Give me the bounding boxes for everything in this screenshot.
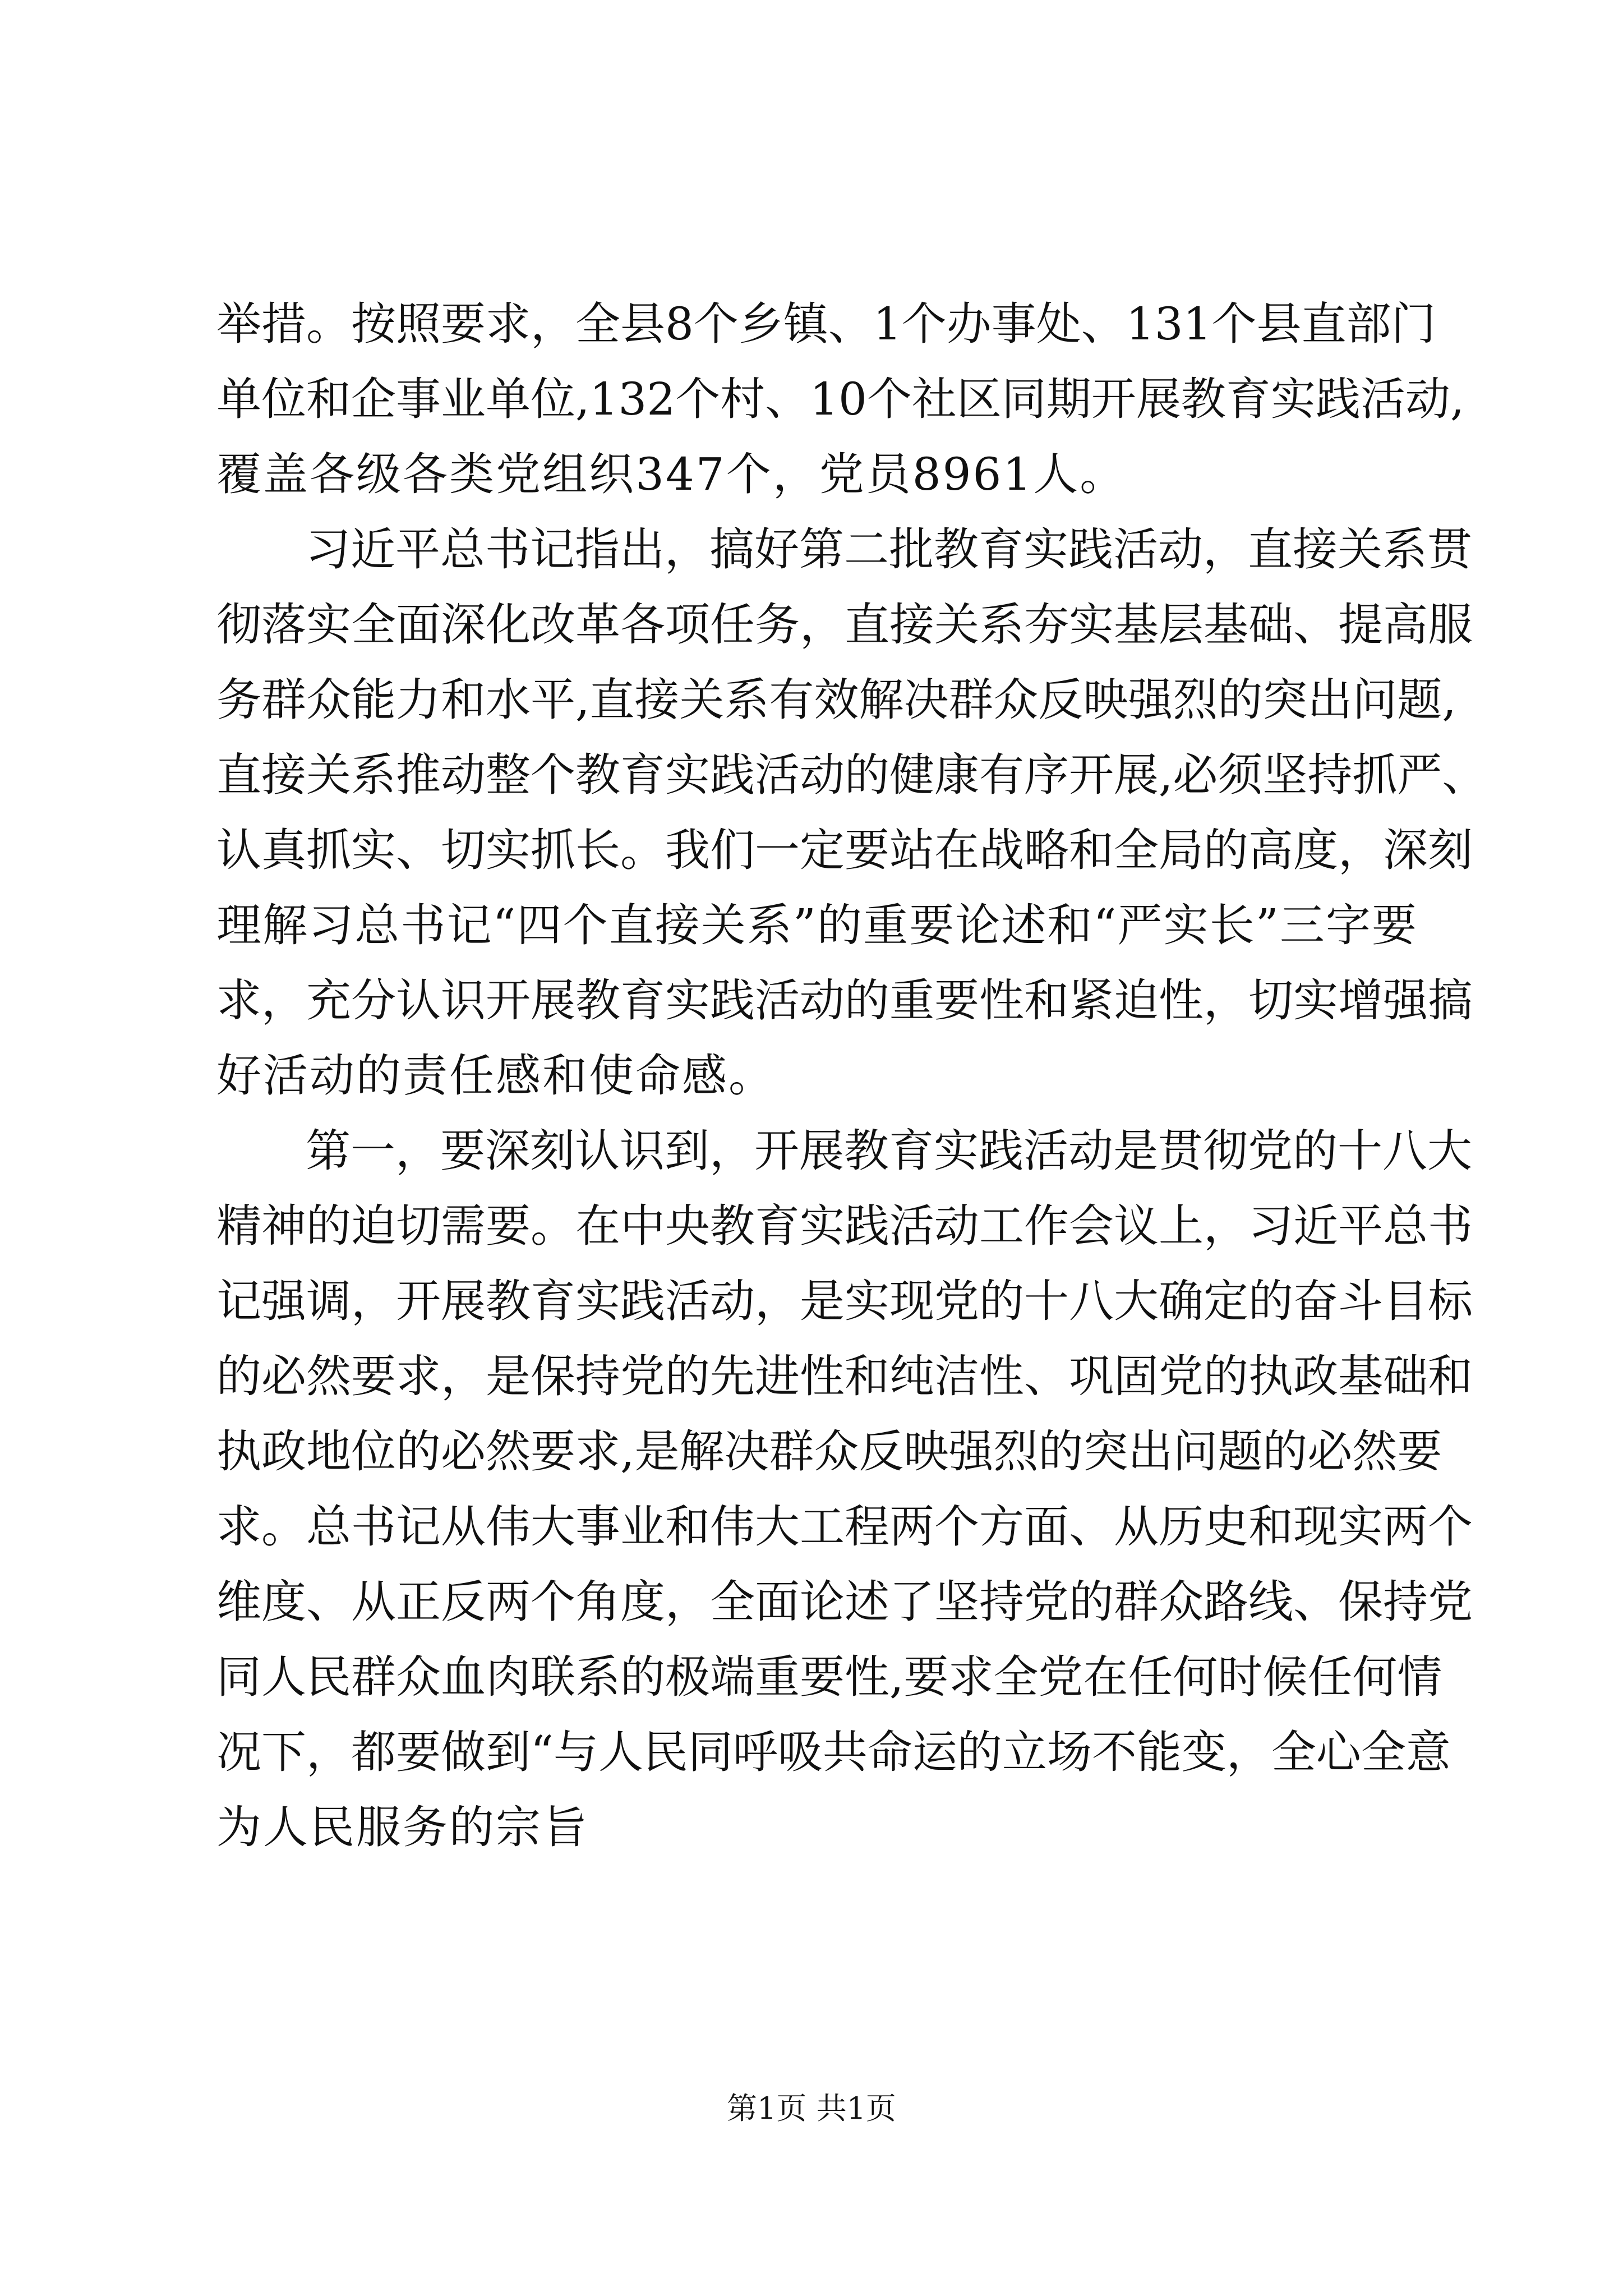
text-line: 况下，都要做到“与人民同呼吸共命运的立场不能变，全心全意	[216, 1726, 1451, 1778]
text-line: 维度、从正反两个角度，全面论述了坚持党的群众路线、保持党	[216, 1576, 1473, 1628]
text-line: 举措。按照要求，全县8个乡镇、1个办事处、131个县直部门	[216, 298, 1436, 350]
text-line: 好活动的责任感和使命感。	[216, 1050, 775, 1102]
text-line: 执政地位的必然要求,是解决群众反映强烈的突出问题的必然要	[216, 1425, 1442, 1478]
text-line: 记强调，开展教育实践活动，是实现党的十八大确定的奋斗目标	[216, 1275, 1473, 1327]
text-line: 务群众能力和水平,直接关系有效解决群众反映强烈的突出问题,	[216, 674, 1456, 726]
text-line: 为人民服务的宗旨	[216, 1801, 589, 1853]
text-line: 直接关系推动整个教育实践活动的健康有序开展,必须坚持抓严、	[216, 749, 1487, 801]
text-line: 求，充分认识开展教育实践活动的重要性和紧迫性，切实增强搞	[216, 974, 1473, 1027]
text-line: 彻落实全面深化改革各项任务，直接关系夯实基层基础、提高服	[216, 599, 1473, 651]
text-line: 理解习总书记“四个直接关系”的重要论述和“严实长”三字要	[216, 899, 1417, 951]
text-line: 精神的迫切需要。在中央教育实践活动工作会议上，习近平总书	[216, 1200, 1473, 1252]
paragraph-first-line: 习近平总书记指出，搞好第二批教育实践活动，直接关系贯	[306, 523, 1472, 576]
text-line: 单位和企事业单位,132个村、10个社区同期开展教育实践活动,	[216, 373, 1465, 425]
text-line: 覆盖各级各类党组织347个，党员8961人。	[216, 448, 1127, 500]
text-line: 同人民群众血肉联系的极端重要性,要求全党在任何时候任何情	[216, 1651, 1442, 1703]
text-line: 求。总书记从伟大事业和伟大工程两个方面、从历史和现实两个	[216, 1501, 1473, 1553]
page-number-footer: 第1页 共1页	[727, 2091, 896, 2126]
text-line: 的必然要求，是保持党的先进性和纯洁性、巩固党的执政基础和	[216, 1350, 1473, 1402]
paragraph-first-line: 第一，要深刻认识到，开展教育实践活动是贯彻党的十八大	[306, 1125, 1472, 1177]
text-line: 认真抓实、切实抓长。我们一定要站在战略和全局的高度，深刻	[216, 824, 1473, 876]
